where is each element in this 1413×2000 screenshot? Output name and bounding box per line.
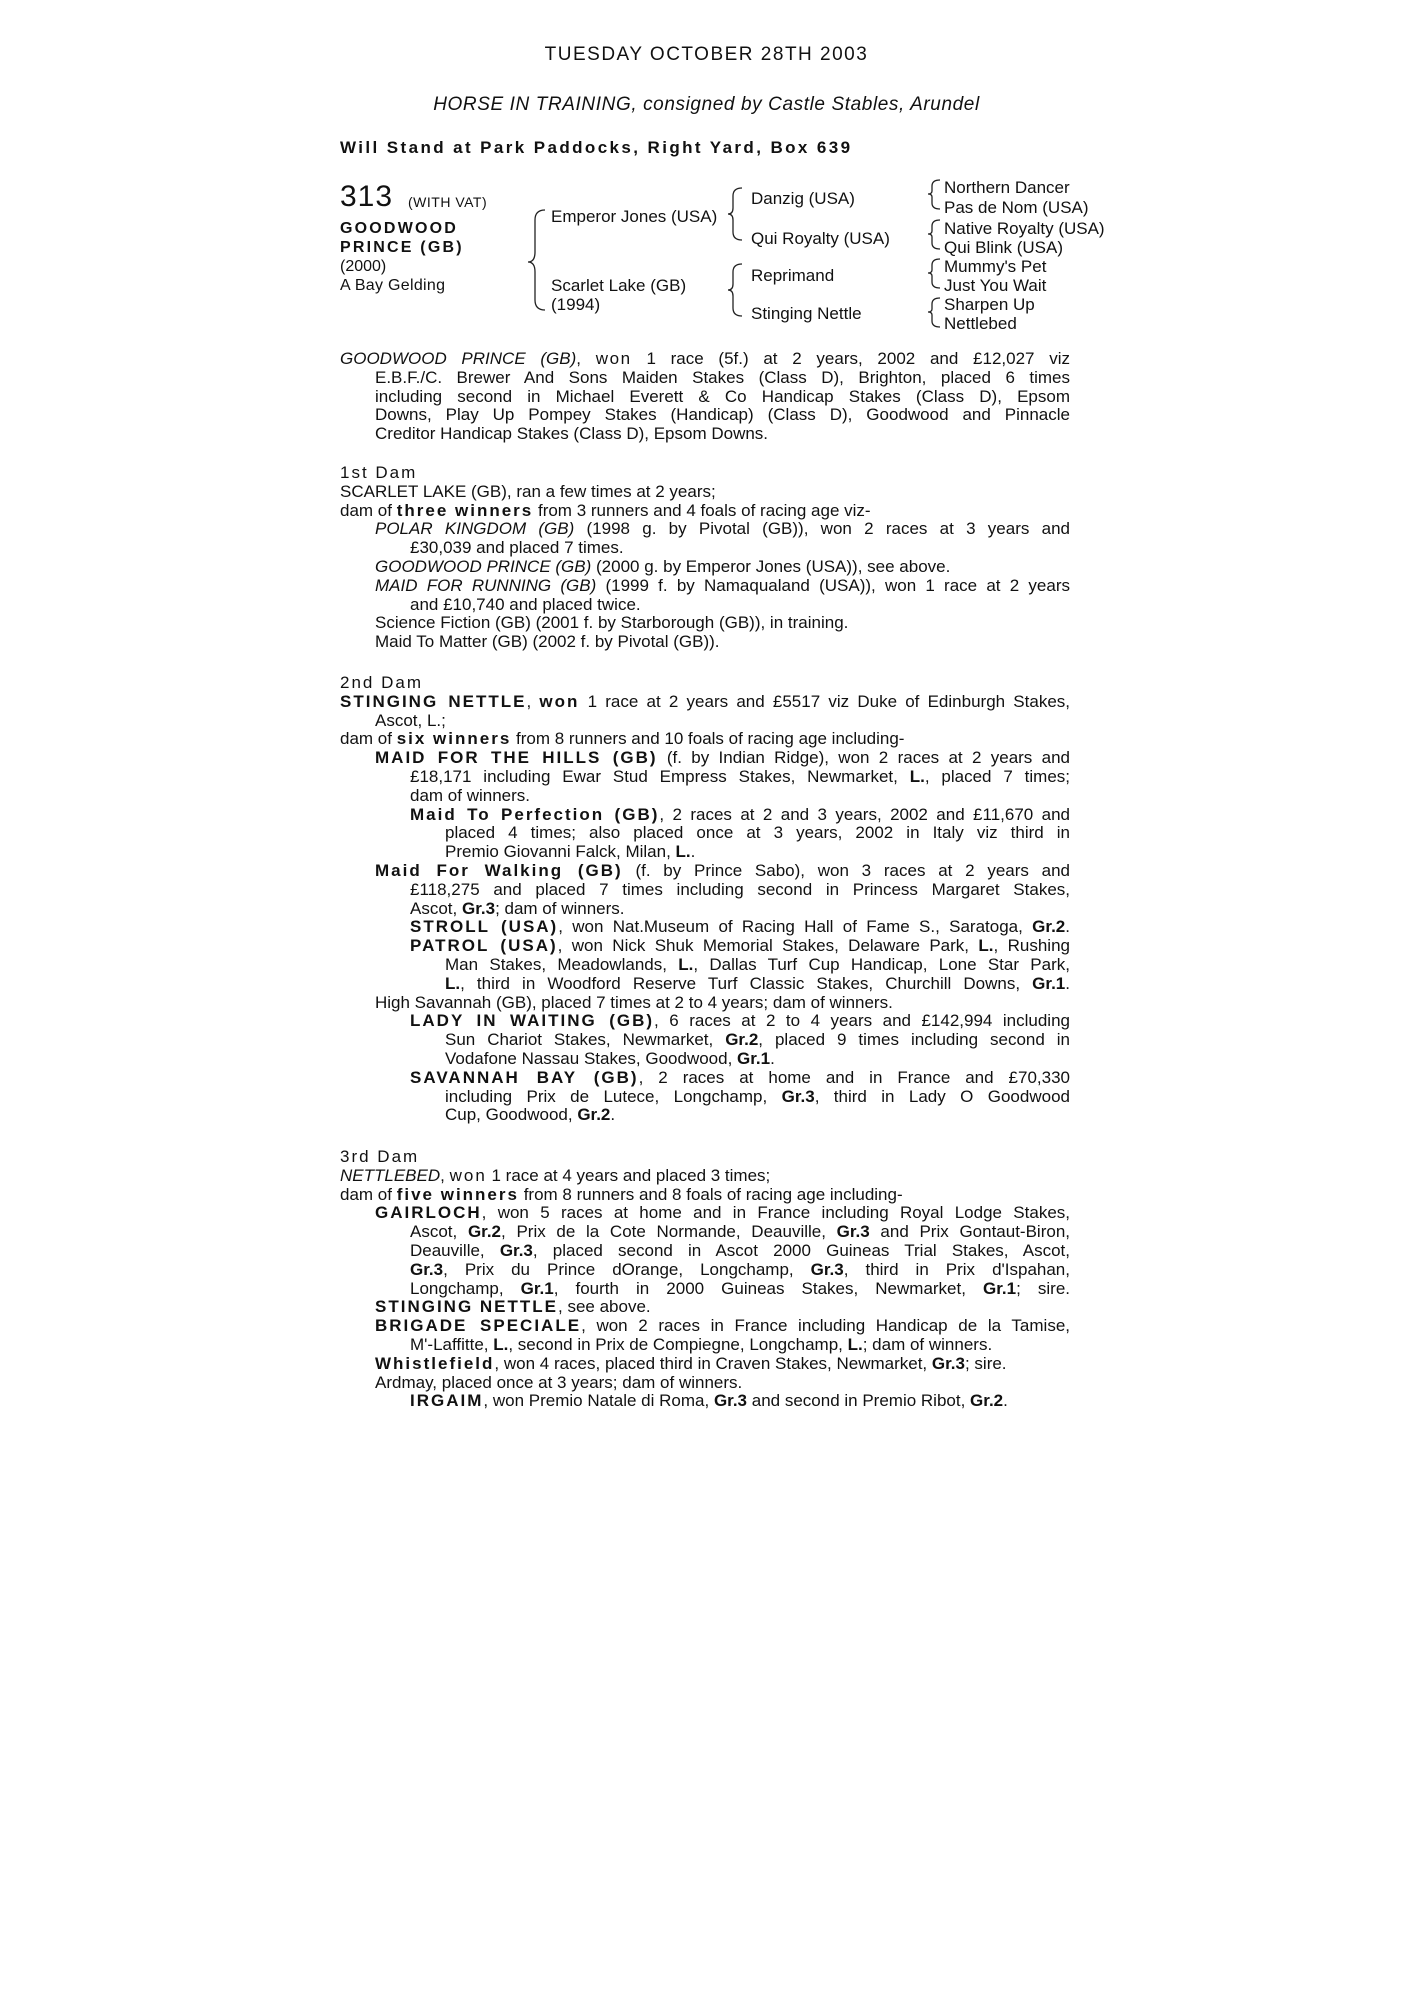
maid-for-walking: Maid For Walking (GB) bbox=[375, 860, 623, 880]
second-dam-line-20 bbox=[445, 1050, 1070, 1069]
l10e: ; dam of winners. bbox=[862, 1334, 993, 1354]
pedigree-dam-dam: Stinging Nettle bbox=[751, 304, 862, 323]
l11b: , won 4 races, placed third in Craven Stakes, Newmarket, bbox=[494, 1353, 932, 1373]
l23c: . bbox=[610, 1105, 616, 1125]
brace-dam bbox=[728, 264, 742, 316]
third-dam-line-11 bbox=[375, 1355, 1070, 1374]
grade-mark: Gr.3 bbox=[781, 1086, 815, 1106]
second-dam-line-8: placed 4 times; also placed once at 3 years, 2002 in Italy viz third in bbox=[445, 823, 1070, 843]
pedigree-dam-sire: Reprimand bbox=[751, 266, 835, 285]
second-dam-l3a: dam of bbox=[340, 729, 397, 749]
pedigree-dam: Scarlet Lake (GB) bbox=[551, 276, 687, 295]
stand-location: Will Stand at Park Paddocks, Right Yard, Box 639 bbox=[340, 138, 853, 157]
l4a: Ascot, bbox=[410, 1222, 468, 1242]
second-dam-section bbox=[340, 674, 1070, 1125]
grade-mark: Gr.2 bbox=[467, 1222, 502, 1242]
l4c: , Prix de la Cote Normande, Deauville, bbox=[501, 1222, 837, 1242]
grade-mark: Gr.3 bbox=[836, 1222, 870, 1242]
first-dam-section bbox=[340, 464, 1070, 652]
pedigree-g8: Nettlebed bbox=[944, 314, 1017, 333]
listed-mark: L. bbox=[445, 973, 461, 993]
pedigree-sire: Emperor Jones (USA) bbox=[551, 207, 718, 226]
third-dam-line-6 bbox=[410, 1261, 1070, 1280]
l16b: , third in Woodford Reserve Turf Classic Stakes, Churchill Downs, bbox=[460, 973, 1033, 993]
brace-main bbox=[528, 210, 545, 310]
l12c: ; dam of winners. bbox=[495, 898, 625, 918]
second-dam-line-18 bbox=[410, 1012, 1070, 1031]
brace-g4 bbox=[928, 298, 940, 327]
l7c: , fourth in 2000 Guineas Stakes, Newmarket, bbox=[553, 1278, 984, 1298]
second-dam-winners: six winners bbox=[396, 729, 512, 749]
won-label: won bbox=[539, 691, 580, 711]
first-dam-line-8: Science Fiction (GB) (2001 f. by Starborough (GB)), in training. bbox=[375, 613, 849, 633]
l22a: including Prix de Lutece, Longchamp, bbox=[445, 1086, 782, 1106]
first-dam-line-1: SCARLET LAKE (GB), ran a few times at 2 years; bbox=[340, 481, 716, 501]
l10b: (f. by Prince Sabo), won 3 races at 2 years and bbox=[622, 860, 1070, 880]
second-dam-line-21 bbox=[410, 1069, 1070, 1088]
l5c: , placed second in Ascot 2000 Guineas Trial Stakes, Ascot, bbox=[532, 1240, 1070, 1260]
nettlebed: NETTLEBED bbox=[340, 1165, 441, 1185]
l18b: , 6 races at 2 to 4 years and £142,994 including bbox=[654, 1011, 1070, 1031]
grade-mark: Gr.1 bbox=[737, 1048, 771, 1068]
third-dam-line-3 bbox=[375, 1204, 1070, 1223]
second-dam-line-16 bbox=[445, 975, 1070, 994]
patrol: PATROL (USA) bbox=[410, 936, 558, 956]
l13d: . bbox=[1065, 917, 1070, 937]
second-dam-line-14 bbox=[410, 937, 1070, 956]
second-dam-line-17: High Savannah (GB), placed 7 times at 2 to 4 years; dam of winners. bbox=[375, 992, 893, 1012]
brace-g3 bbox=[928, 259, 940, 288]
maid-for-the-hills: MAID FOR THE HILLS (GB) bbox=[375, 748, 658, 768]
pedigree-braces bbox=[0, 0, 1413, 340]
first-dam-l6b: (1999 f. by Namaqualand (USA)), won 1 race at 2 years bbox=[596, 575, 1070, 595]
grade-mark: Gr.2 bbox=[970, 1391, 1004, 1411]
second-dam-heading: 2nd Dam bbox=[340, 673, 423, 692]
grade-mark: Gr.3 bbox=[810, 1259, 844, 1279]
lady-in-waiting: LADY IN WAITING (GB) bbox=[410, 1011, 655, 1031]
listed-mark: L. bbox=[847, 1334, 863, 1354]
pedigree-g7: Sharpen Up bbox=[944, 295, 1035, 314]
grade-mark: Gr.3 bbox=[713, 1391, 748, 1411]
grade-mark: Gr.2 bbox=[1032, 917, 1066, 937]
grade-mark: Gr.2 bbox=[577, 1105, 611, 1125]
second-dam-line-22 bbox=[445, 1088, 1070, 1107]
second-dam-line-2: Ascot, L.; bbox=[375, 710, 446, 730]
listed-mark: L. bbox=[978, 936, 994, 956]
second-dam-line-12 bbox=[410, 900, 1070, 919]
l14d: , Rushing bbox=[993, 936, 1070, 956]
third-dam-line-10 bbox=[410, 1336, 1070, 1355]
l9c: . bbox=[690, 842, 696, 862]
listed-mark: L. bbox=[675, 842, 691, 862]
intro-line-1: GOODWOOD PRINCE (GB), won 1 race (5f.) at 2 years, 2002 and £12,027 viz bbox=[340, 349, 1071, 368]
pedigree-g4: Qui Blink (USA) bbox=[944, 238, 1064, 257]
l9a: Premio Giovanni Falck, Milan, bbox=[445, 842, 676, 862]
l10a: M'-Laffitte, bbox=[410, 1334, 494, 1354]
brace-g1 bbox=[928, 180, 940, 209]
vat-note: (WITH VAT) bbox=[408, 194, 488, 210]
l12a: Ascot, bbox=[410, 898, 462, 918]
polar-kingdom: POLAR KINGDOM (GB) bbox=[375, 519, 575, 539]
second-dam-line-3 bbox=[340, 730, 1070, 749]
first-dam-line-2 bbox=[340, 502, 1070, 521]
second-dam-line-7 bbox=[410, 806, 1070, 825]
first-dam-line-5 bbox=[375, 558, 1070, 577]
third-dam-line-13 bbox=[410, 1392, 1070, 1411]
pedigree-g1: Northern Dancer bbox=[944, 178, 1070, 197]
listed-mark: L. bbox=[678, 954, 694, 974]
third-dam-heading: 3rd Dam bbox=[340, 1147, 420, 1166]
l8b: , see above. bbox=[558, 1297, 651, 1317]
intro-line-1-rest: 1 race (5f.) at 2 years, 2002 and £12,027 viz bbox=[631, 349, 1071, 368]
l19c: , placed 9 times including second in bbox=[758, 1030, 1070, 1050]
first-dam-line-6 bbox=[375, 577, 1070, 596]
second-dam-line-4 bbox=[375, 749, 1070, 768]
third-dam-line-7 bbox=[410, 1280, 1070, 1299]
race-record-intro bbox=[340, 350, 1070, 444]
l11d: ; sire. bbox=[964, 1353, 1007, 1373]
third-dam-line-8 bbox=[375, 1298, 1070, 1317]
listed-mark: L. bbox=[909, 766, 925, 786]
second-dam-line-1 bbox=[340, 693, 1070, 712]
l16d: . bbox=[1065, 973, 1070, 993]
grade-mark: Gr.3 bbox=[461, 898, 496, 918]
stinging-nettle: STINGING NETTLE bbox=[340, 691, 527, 711]
third-dam-winners: five winners bbox=[396, 1184, 519, 1204]
first-dam-line-7: and £10,740 and placed twice. bbox=[410, 594, 641, 614]
pedigree-g3: Native Royalty (USA) bbox=[944, 219, 1105, 238]
pedigree-g2: Pas de Nom (USA) bbox=[944, 198, 1089, 217]
brigade-speciale: BRIGADE SPECIALE bbox=[375, 1316, 582, 1336]
third-dam-line-12: Ardmay, placed once at 3 years; dam of winners. bbox=[375, 1372, 743, 1392]
l21b: , 2 races at home and in France and £70,330 bbox=[638, 1067, 1071, 1087]
l10c: , second in Prix de Compiegne, Longchamp, bbox=[508, 1334, 848, 1354]
comma: , bbox=[440, 1165, 450, 1185]
grade-mark: Gr.2 bbox=[725, 1030, 759, 1050]
l7a: Longchamp, bbox=[410, 1278, 521, 1298]
second-dam-line-10 bbox=[375, 862, 1070, 881]
l5c: , placed 7 times; bbox=[924, 766, 1070, 786]
pedigree-g5: Mummy's Pet bbox=[944, 257, 1047, 276]
sale-date: TUESDAY OCTOBER 28TH 2003 bbox=[544, 44, 869, 65]
grade-mark: Gr.3 bbox=[410, 1259, 444, 1279]
consignment-line: HORSE IN TRAINING, consigned by Castle Stables, Arundel bbox=[433, 94, 980, 115]
first-dam-winners: three winners bbox=[396, 500, 534, 520]
l23a: Cup, Goodwood, bbox=[445, 1105, 578, 1125]
l19a: Sun Chariot Stakes, Newmarket, bbox=[445, 1030, 726, 1050]
intro-won: won bbox=[595, 349, 632, 368]
first-dam-line-9: Maid To Matter (GB) (2002 f. by Pivotal (GB)). bbox=[375, 632, 720, 652]
pedigree-dam-year: (1994) bbox=[551, 295, 601, 314]
intro-line-4: Downs, Play Up Pompey Stakes (Handicap) (Class D), Goodwood and Pinnacle bbox=[375, 405, 1070, 425]
maid-to-perfection: Maid To Perfection (GB) bbox=[410, 804, 660, 824]
stroll: STROLL (USA) bbox=[410, 917, 559, 937]
grade-mark: Gr.1 bbox=[1032, 973, 1066, 993]
grade-mark: Gr.3 bbox=[931, 1353, 965, 1373]
l7e: ; sire. bbox=[1016, 1278, 1070, 1298]
l9b: , won 2 races in France including Handicap de la Tamise, bbox=[581, 1316, 1070, 1336]
first-dam-l3b: (1998 g. by Pivotal (GB)), won 2 races at 3 years and bbox=[574, 519, 1070, 539]
second-dam-line-9 bbox=[445, 843, 1070, 862]
l1d: 1 race at 4 years and placed 3 times; bbox=[486, 1165, 771, 1185]
whistlefield: Whistlefield bbox=[375, 1353, 495, 1373]
pedigree-g6: Just You Wait bbox=[944, 276, 1047, 295]
horse-description: A Bay Gelding bbox=[340, 277, 446, 294]
third-dam-section bbox=[340, 1148, 1070, 1411]
l20c: . bbox=[770, 1048, 775, 1068]
irgaim: IRGAIM bbox=[410, 1391, 484, 1411]
goodwood-prince-ref: GOODWOOD PRINCE (GB) bbox=[375, 556, 592, 576]
l22c: , third in Lady O Goodwood bbox=[814, 1086, 1070, 1106]
intro-horse-name: GOODWOOD PRINCE (GB) bbox=[340, 349, 577, 368]
comma: , bbox=[526, 691, 540, 711]
grade-mark: Gr.1 bbox=[520, 1278, 554, 1298]
first-dam-line-3 bbox=[375, 520, 1070, 539]
third-dam-line-1 bbox=[340, 1167, 1070, 1186]
second-dam-line-19 bbox=[445, 1031, 1070, 1050]
maid-for-running: MAID FOR RUNNING (GB) bbox=[375, 575, 597, 595]
l13d: and second in Premio Ribot, bbox=[747, 1391, 971, 1411]
stinging-nettle-ref: STINGING NETTLE bbox=[375, 1297, 558, 1317]
second-dam-line-15 bbox=[445, 956, 1070, 975]
l14b: , won Nick Shuk Memorial Stakes, Delaware Park, bbox=[557, 936, 979, 956]
pedigree-sire-dam: Qui Royalty (USA) bbox=[751, 229, 890, 248]
won-label: won bbox=[449, 1165, 487, 1185]
l2c: from 8 runners and 8 foals of racing age including- bbox=[518, 1184, 903, 1204]
l15c: , Dallas Turf Cup Handicap, Lone Star Park, bbox=[693, 954, 1070, 974]
horse-name-line2: PRINCE (GB) bbox=[340, 239, 464, 256]
l6d: , third in Prix d'Ispahan, bbox=[843, 1259, 1070, 1279]
grade-mark: Gr.3 bbox=[499, 1240, 533, 1260]
second-dam-line-5 bbox=[410, 768, 1070, 787]
grade-mark: Gr.1 bbox=[983, 1278, 1017, 1298]
first-dam-l2c: from 3 runners and 4 foals of racing age viz- bbox=[533, 500, 871, 520]
first-dam-l2a: dam of bbox=[340, 500, 397, 520]
second-dam-l4b: (f. by Indian Ridge), won 2 races at 2 years and bbox=[657, 748, 1070, 768]
l5a: Deauville, bbox=[410, 1240, 500, 1260]
foaling-year: (2000) bbox=[340, 258, 387, 275]
l13b: , won Premio Natale di Roma, bbox=[483, 1391, 714, 1411]
l4e: and Prix Gontaut-Biron, bbox=[869, 1222, 1070, 1242]
l7b: , 2 races at 2 and 3 years, 2002 and £11,670 and bbox=[659, 804, 1070, 824]
horse-name-line1: GOODWOOD bbox=[340, 220, 459, 237]
intro-line-2: E.B.F./C. Brewer And Sons Maiden Stakes (Class D), Brighton, placed 6 times bbox=[375, 367, 1070, 387]
third-dam-line-9 bbox=[375, 1317, 1070, 1336]
second-dam-line-13 bbox=[410, 918, 1070, 937]
l6b: , Prix du Prince dOrange, Longchamp, bbox=[443, 1259, 811, 1279]
second-dam-line-11: £118,275 and placed 7 times including second in Princess Margaret Stakes, bbox=[410, 879, 1070, 899]
l13f: . bbox=[1003, 1391, 1008, 1411]
second-dam-line-6: dam of winners. bbox=[410, 785, 530, 805]
brace-sire bbox=[728, 188, 742, 240]
second-dam-line-23 bbox=[445, 1106, 1070, 1125]
first-dam-heading: 1st Dam bbox=[340, 463, 418, 482]
gairloch: GAIRLOCH bbox=[375, 1203, 482, 1223]
third-dam-line-2 bbox=[340, 1186, 1070, 1205]
l20a: Vodafone Nassau Stakes, Goodwood, bbox=[445, 1048, 738, 1068]
lot-number: 313 bbox=[340, 180, 394, 213]
second-dam-l1d: 1 race at 2 years and £5517 viz Duke of Edinburgh Stakes, bbox=[579, 691, 1070, 711]
second-dam-l3c: from 8 runners and 10 foals of racing age including- bbox=[511, 729, 905, 749]
l13b: , won Nat.Museum of Racing Hall of Fame S., Saratoga, bbox=[558, 917, 1033, 937]
l5a: £18,171 including Ewar Stud Empress Stakes, Newmarket, bbox=[410, 766, 910, 786]
pedigree-sire-sire: Danzig (USA) bbox=[751, 189, 855, 208]
third-dam-line-5 bbox=[410, 1242, 1070, 1261]
brace-g2 bbox=[928, 220, 940, 249]
first-dam-line-4: £30,039 and placed 7 times. bbox=[410, 538, 624, 558]
savannah-bay: SAVANNAH BAY (GB) bbox=[410, 1067, 639, 1087]
l2a: dam of bbox=[340, 1184, 397, 1204]
listed-mark: L. bbox=[493, 1334, 509, 1354]
l3b: , won 5 races at home and in France including Royal Lodge Stakes, bbox=[481, 1203, 1070, 1223]
first-dam-l5b: (2000 g. by Emperor Jones (USA)), see above. bbox=[591, 556, 951, 576]
l15a: Man Stakes, Meadowlands, bbox=[445, 954, 679, 974]
intro-line-5: Creditor Handicap Stakes (Class D), Epsom Downs. bbox=[375, 424, 769, 444]
intro-line-3: including second in Michael Everett & Co Handicap Stakes (Class D), Epsom bbox=[375, 386, 1070, 406]
third-dam-line-4 bbox=[410, 1223, 1070, 1242]
